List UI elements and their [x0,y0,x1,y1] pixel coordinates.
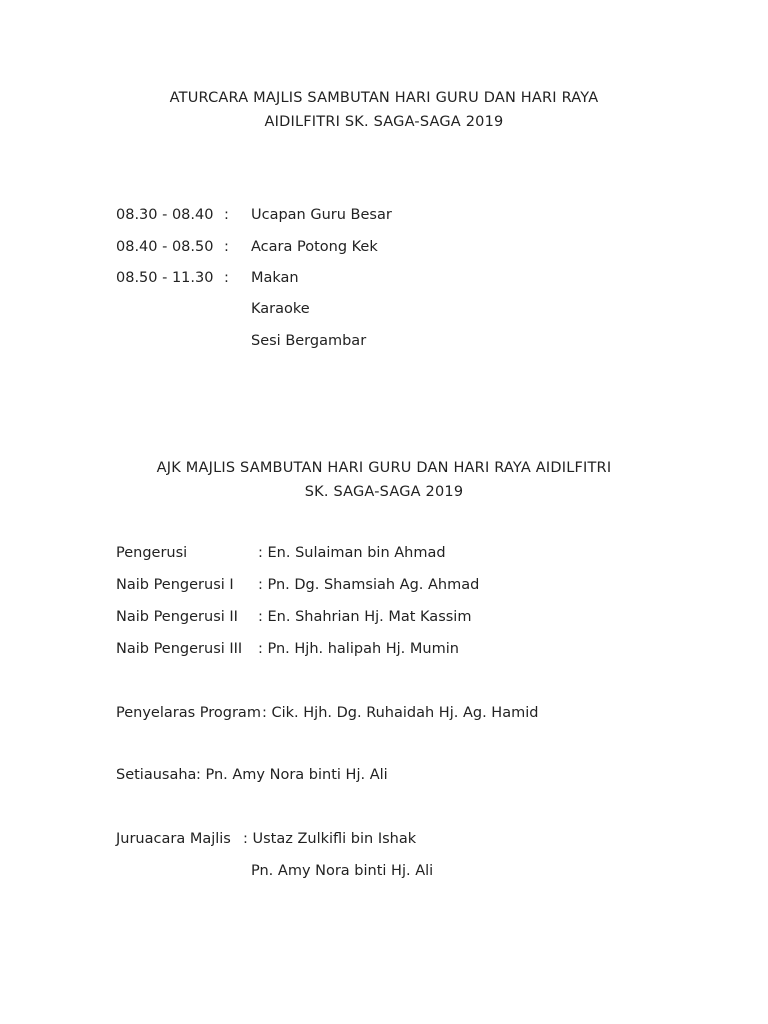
schedule-colon: : [224,270,229,286]
schedule-item: Ucapan Guru Besar [251,207,392,223]
committee-title-line1: AJK MAJLIS SAMBUTAN HARI GURU DAN HARI RAYA AIDILFITRI [156,460,612,476]
coordinator-member: : Cik. Hjh. Dg. Ruhaidah Hj. Ag. Hamid [262,705,539,721]
committee-role: Pengerusi [116,545,188,561]
emcee-member: : Ustaz Zulkifli bin Ishak [243,831,417,847]
schedule-colon: : [224,207,229,223]
schedule-title-line2: AIDILFITRI SK. SAGA-SAGA 2019 [264,114,504,130]
schedule-title [100,86,668,134]
committee-member: : Pn. Dg. Shamsiah Ag. Ahmad [258,577,480,593]
schedule-colon: : [224,239,229,255]
committee-member: : Pn. Hjh. halipah Hj. Mumin [258,641,459,657]
emcee-member-2: Pn. Amy Nora binti Hj. Ali [251,863,434,879]
committee-title [90,456,678,504]
schedule-item: Acara Potong Kek [251,239,378,255]
schedule-time: 08.30 - 08.40 [116,207,214,223]
committee-title-line2: SK. SAGA-SAGA 2019 [304,484,464,500]
schedule-item: Makan [251,270,299,286]
committee-member: : En. Shahrian Hj. Mat Kassim [258,609,472,625]
secretary-role: Setiausaha [116,767,197,783]
committee-role: Naib Pengerusi II [116,609,238,625]
schedule-time: 08.50 - 11.30 [116,270,214,286]
coordinator-role: Penyelaras Program [116,705,261,721]
secretary-member: : Pn. Amy Nora binti Hj. Ali [196,767,388,783]
committee-role: Naib Pengerusi III [116,641,243,657]
schedule-item: Karaoke [251,301,310,317]
committee-role: Naib Pengerusi I [116,577,234,593]
committee-member: : En. Sulaiman bin Ahmad [258,545,446,561]
schedule-title-line1: ATURCARA MAJLIS SAMBUTAN HARI GURU DAN HARI RAYA [169,90,599,106]
emcee-role: Juruacara Majlis [116,831,231,847]
schedule-time: 08.40 - 08.50 [116,239,214,255]
schedule-item: Sesi Bergambar [251,333,367,349]
